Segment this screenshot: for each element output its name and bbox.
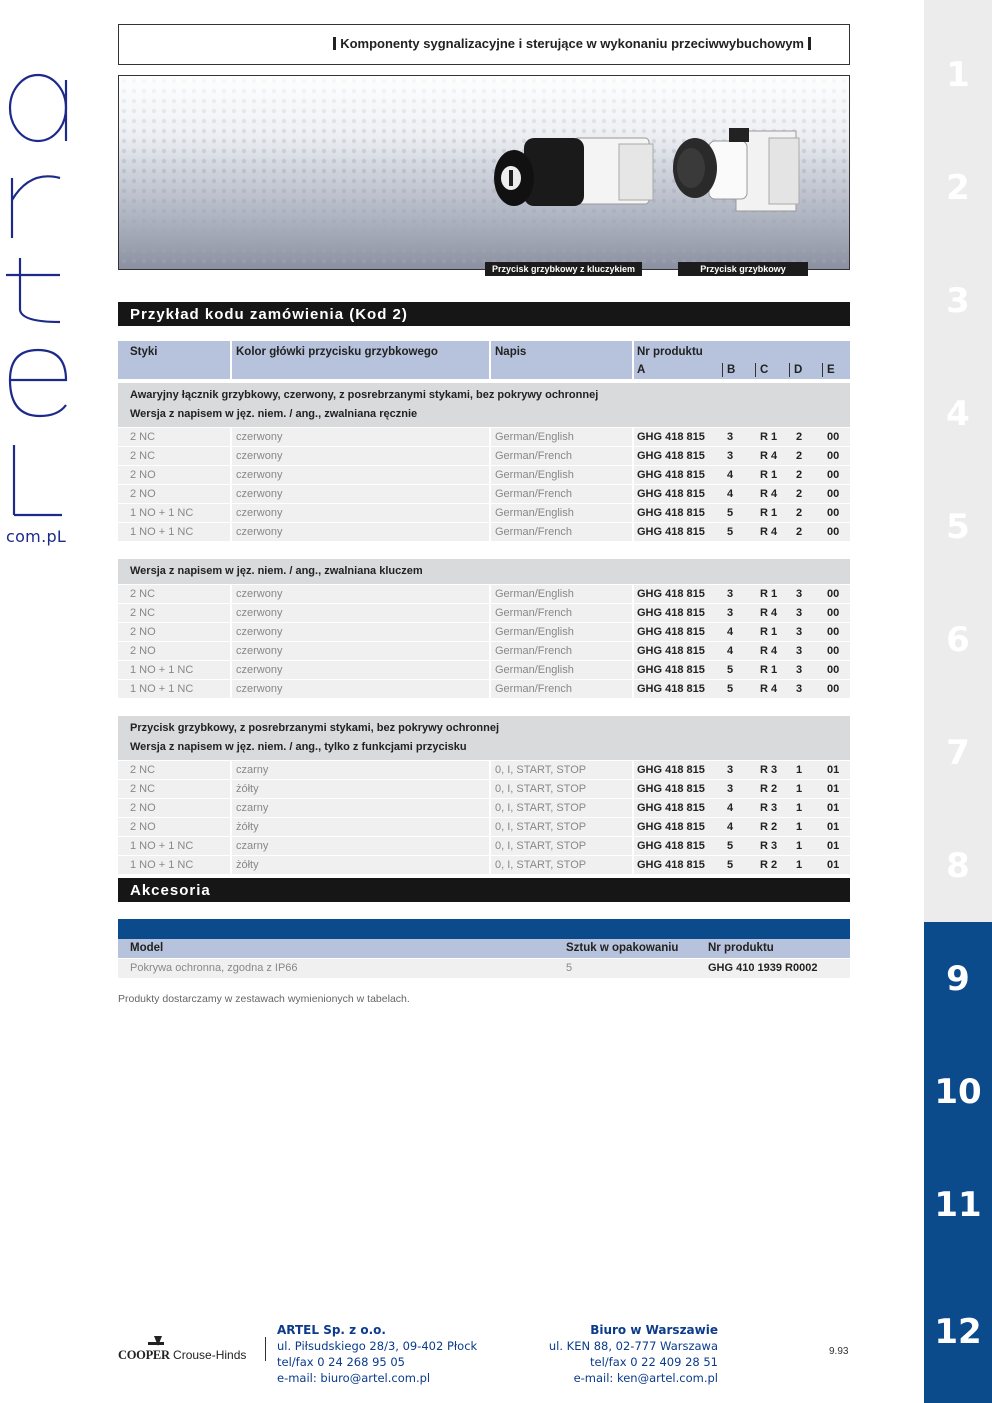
cell-separator <box>230 585 232 604</box>
cell-kolor: czarny <box>236 840 269 852</box>
cell-separator <box>632 761 634 780</box>
cell-kolor: czerwony <box>236 431 283 443</box>
cell-d: 1 <box>796 783 803 795</box>
cell-d: 2 <box>796 507 803 519</box>
cell-napis: 0, I, START, STOP <box>495 821 587 833</box>
cell-separator <box>489 428 491 447</box>
cell-separator <box>632 856 634 875</box>
table-row <box>118 503 850 522</box>
group3-rows <box>118 760 850 874</box>
cell-separator <box>489 585 491 604</box>
cell-kolor: czerwony <box>236 450 283 462</box>
tab-5[interactable]: 5 <box>924 470 992 583</box>
cell-e: 01 <box>827 840 840 852</box>
cell-separator <box>230 428 232 447</box>
accessories-blue-bar <box>118 919 850 939</box>
cell-b: 3 <box>727 783 734 795</box>
order-code-table <box>118 341 850 874</box>
table-row <box>118 855 850 874</box>
cell-a: GHG 418 815 <box>637 764 705 776</box>
cell-styki: 1 NO + 1 NC <box>130 526 194 538</box>
cell-e: 00 <box>827 507 840 519</box>
cell-a: GHG 418 815 <box>637 626 705 638</box>
cell-separator <box>230 780 232 799</box>
cell-a: GHG 418 815 <box>637 821 705 833</box>
cell-styki: 1 NO + 1 NC <box>130 840 194 852</box>
cell-separator <box>632 604 634 623</box>
cell-c: R 2 <box>760 821 778 833</box>
cell-model: Pokrywa ochronna, zgodna z IP66 <box>130 962 298 974</box>
cell-a: GHG 418 815 <box>637 431 705 443</box>
cell-styki: 2 NO <box>130 469 156 481</box>
group-head-mushroom <box>118 716 850 760</box>
cell-separator <box>230 504 232 523</box>
cell-separator <box>230 818 232 837</box>
header-bar-left <box>333 37 336 50</box>
cell-separator <box>230 485 232 504</box>
cell-styki: 2 NC <box>130 607 156 619</box>
cell-separator <box>489 661 491 680</box>
tab-12[interactable]: 12 <box>924 1261 992 1403</box>
cell-separator <box>632 523 634 542</box>
cell-styki: 1 NO + 1 NC <box>130 507 194 519</box>
cell-separator <box>489 504 491 523</box>
cell-separator <box>489 761 491 780</box>
cell-napis: German/French <box>495 645 573 657</box>
cell-separator <box>230 523 232 542</box>
col-model: Model <box>130 942 164 954</box>
cell-separator <box>230 799 232 818</box>
col-c: C <box>760 364 769 376</box>
cell-kolor: czerwony <box>236 626 283 638</box>
table-row <box>118 484 850 503</box>
cell-napis: 0, I, START, STOP <box>495 764 587 776</box>
table-row <box>118 427 850 446</box>
cell-e: 00 <box>827 469 840 481</box>
header-title: Komponenty sygnalizacyjne i sterujące w wykonaniu przeciwwybuchowym <box>340 36 804 51</box>
cell-b: 4 <box>727 645 734 657</box>
hero-photo <box>119 76 850 270</box>
cell-separator <box>230 856 232 875</box>
cooper-brand-bold: COOPER <box>118 1348 170 1362</box>
cell-separator <box>489 856 491 875</box>
hero-image <box>118 75 850 270</box>
cell-b: 5 <box>727 859 734 871</box>
cell-e: 00 <box>827 683 840 695</box>
tab-2[interactable]: 2 <box>924 131 992 244</box>
footer-email[interactable]: e-mail: biuro@artel.com.pl <box>277 1371 431 1385</box>
footer-office: Biuro w Warszawie <box>590 1323 718 1337</box>
cell-styki: 2 NC <box>130 588 156 600</box>
cell-separator <box>632 837 634 856</box>
cell-kolor: czerwony <box>236 645 283 657</box>
group2-rows <box>118 584 850 698</box>
cell-c: R 3 <box>760 840 778 852</box>
cell-styki: 2 NO <box>130 802 156 814</box>
cell-separator <box>489 485 491 504</box>
cell-d: 3 <box>796 683 803 695</box>
cell-napis: German/English <box>495 664 574 676</box>
cell-styki: 2 NC <box>130 764 156 776</box>
cell-kolor: czerwony <box>236 469 283 481</box>
tab-7[interactable]: 7 <box>924 696 992 809</box>
col-tick <box>722 363 723 377</box>
cell-a: GHG 418 815 <box>637 840 705 852</box>
cell-kolor: żółty <box>236 859 259 871</box>
cell-separator <box>489 642 491 661</box>
cell-napis: German/French <box>495 450 573 462</box>
col-nr-produktu: Nr produktu <box>637 346 703 358</box>
footer-phone: tel/fax 0 22 409 28 51 <box>590 1355 718 1369</box>
cell-separator <box>489 466 491 485</box>
cell-separator <box>230 680 232 699</box>
cell-d: 1 <box>796 764 803 776</box>
cell-d: 3 <box>796 588 803 600</box>
col-e: E <box>827 364 835 376</box>
cell-b: 3 <box>727 450 734 462</box>
cell-kolor: żółty <box>236 783 259 795</box>
cell-e: 01 <box>827 764 840 776</box>
cell-separator <box>230 642 232 661</box>
cell-d: 2 <box>796 526 803 538</box>
cell-napis: German/French <box>495 526 573 538</box>
cell-styki: 2 NO <box>130 645 156 657</box>
cell-e: 00 <box>827 645 840 657</box>
table-row <box>118 584 850 603</box>
cell-styki: 1 NO + 1 NC <box>130 859 194 871</box>
cooper-logo <box>118 1348 246 1363</box>
cell-napis: German/French <box>495 607 573 619</box>
cell-styki: 2 NO <box>130 488 156 500</box>
table-row <box>118 603 850 622</box>
footnote: Produkty dostarczamy w zestawach wymienionych w tabelach. <box>118 993 410 1005</box>
header-title-wrap <box>329 36 815 51</box>
col-kolor: Kolor główki przycisku grzybkowego <box>236 346 438 358</box>
cell-c: R 1 <box>760 507 778 519</box>
page-number: 9.93 <box>829 1346 849 1357</box>
tab-3[interactable]: 3 <box>924 244 992 357</box>
cell-napis: German/English <box>495 469 574 481</box>
col-a: A <box>637 364 646 376</box>
cell-c: R 2 <box>760 859 778 871</box>
cell-a: GHG 418 815 <box>637 607 705 619</box>
cell-b: 5 <box>727 664 734 676</box>
tab-10[interactable]: 10 <box>924 1035 992 1148</box>
cell-styki: 2 NO <box>130 821 156 833</box>
cell-a: GHG 418 815 <box>637 507 705 519</box>
table-row <box>118 760 850 779</box>
cell-a: GHG 418 815 <box>637 488 705 500</box>
cooper-brand-rest: Crouse-Hinds <box>173 1348 247 1362</box>
cell-napis: 0, I, START, STOP <box>495 859 587 871</box>
table-row <box>118 959 850 978</box>
cell-d: 2 <box>796 431 803 443</box>
caption-key-button: Przycisk grzybkowy z kluczykiem <box>485 262 642 276</box>
cell-a: GHG 418 815 <box>637 526 705 538</box>
cell-d: 2 <box>796 469 803 481</box>
cell-separator <box>230 623 232 642</box>
cell-b: 3 <box>727 764 734 776</box>
cell-napis: 0, I, START, STOP <box>495 783 587 795</box>
cell-a: GHG 418 815 <box>637 859 705 871</box>
cell-d: 3 <box>796 664 803 676</box>
cell-e: 01 <box>827 783 840 795</box>
cell-a: GHG 418 815 <box>637 450 705 462</box>
cell-a: GHG 418 815 <box>637 783 705 795</box>
cell-c: R 4 <box>760 450 778 462</box>
cell-c: R 1 <box>760 664 778 676</box>
cell-b: 5 <box>727 683 734 695</box>
cell-b: 4 <box>727 469 734 481</box>
col-tick <box>822 363 823 377</box>
footer-phone: tel/fax 0 24 268 95 05 <box>277 1355 405 1369</box>
artel-logo <box>0 60 90 560</box>
cell-b: 3 <box>727 431 734 443</box>
cell-separator <box>632 642 634 661</box>
cell-e: 00 <box>827 488 840 500</box>
cell-a: GHG 418 815 <box>637 645 705 657</box>
cell-c: R 4 <box>760 526 778 538</box>
footer-divider <box>265 1337 266 1361</box>
cell-b: 3 <box>727 607 734 619</box>
cell-separator <box>632 780 634 799</box>
footer-email[interactable]: e-mail: ken@artel.com.pl <box>573 1371 718 1385</box>
table-row <box>118 660 850 679</box>
group-head-line: Przycisk grzybkowy, z posrebrzanymi stykami, bez pokrywy ochronnej <box>130 722 500 734</box>
cell-separator <box>632 504 634 523</box>
cell-kolor: czarny <box>236 802 269 814</box>
footer-address-plock <box>277 1322 477 1386</box>
col-styki: Styki <box>130 346 158 358</box>
cell-separator <box>632 818 634 837</box>
cell-a: GHG 418 815 <box>637 802 705 814</box>
table-row <box>118 817 850 836</box>
col-sztuk: Sztuk w opakowaniu <box>566 942 679 954</box>
cell-separator <box>489 604 491 623</box>
cell-c: R 4 <box>760 607 778 619</box>
cell-separator <box>489 799 491 818</box>
spacer <box>118 698 850 716</box>
cell-b: 3 <box>727 588 734 600</box>
cell-d: 3 <box>796 626 803 638</box>
cell-sztuk: 5 <box>566 962 573 974</box>
group-head-line: Wersja z napisem w jęz. niem. / ang., zwalniana ręcznie <box>130 408 418 420</box>
caption-mushroom-button: Przycisk grzybkowy <box>678 262 808 276</box>
cell-napis: German/French <box>495 683 573 695</box>
cell-kolor: czerwony <box>236 588 283 600</box>
cell-styki: 2 NC <box>130 783 156 795</box>
col-napis: Napis <box>495 346 527 358</box>
cell-separator <box>632 466 634 485</box>
spacer <box>118 541 850 559</box>
cell-separator <box>230 466 232 485</box>
cell-e: 00 <box>827 664 840 676</box>
cell-separator <box>632 585 634 604</box>
section-order-code-title: Przykład kodu zamówienia (Kod 2) <box>118 302 850 326</box>
table-row <box>118 779 850 798</box>
col-nr-produktu: Nr produktu <box>708 942 774 954</box>
cell-e: 00 <box>827 626 840 638</box>
cell-d: 1 <box>796 802 803 814</box>
group-head-line: Wersja z napisem w jęz. niem. / ang., zwalniana kluczem <box>130 565 423 577</box>
cell-napis: German/French <box>495 488 573 500</box>
cell-separator <box>632 680 634 699</box>
cell-b: 4 <box>727 821 734 833</box>
cell-d: 1 <box>796 859 803 871</box>
cell-napis: 0, I, START, STOP <box>495 802 587 814</box>
table-row <box>118 446 850 465</box>
cell-separator <box>489 680 491 699</box>
table-row <box>118 798 850 817</box>
chapter-tabs <box>924 0 992 1403</box>
group-head-line: Awaryjny łącznik grzybkowy, czerwony, z posrebrzanymi stykami, bez pokrywy ochronnej <box>130 389 599 401</box>
cell-c: R 3 <box>760 764 778 776</box>
cell-kolor: czerwony <box>236 507 283 519</box>
cell-kolor: żółty <box>236 821 259 833</box>
cell-c: R 1 <box>760 431 778 443</box>
cell-styki: 2 NC <box>130 450 156 462</box>
footer-address-warsaw <box>520 1322 718 1386</box>
cell-separator <box>489 837 491 856</box>
group1-rows <box>118 427 850 541</box>
group-head-key-release <box>118 559 850 584</box>
cell-styki: 1 NO + 1 NC <box>130 664 194 676</box>
header-box <box>118 24 850 65</box>
cell-e: 00 <box>827 607 840 619</box>
cell-d: 3 <box>796 645 803 657</box>
table-row <box>118 836 850 855</box>
cell-separator <box>230 761 232 780</box>
cell-e: 01 <box>827 821 840 833</box>
cell-kolor: czarny <box>236 764 269 776</box>
table-row <box>118 641 850 660</box>
col-sep <box>632 341 634 379</box>
cell-e: 01 <box>827 802 840 814</box>
cell-napis: German/English <box>495 431 574 443</box>
tab-11[interactable]: 11 <box>924 1148 992 1261</box>
cell-kolor: czerwony <box>236 526 283 538</box>
cell-d: 3 <box>796 607 803 619</box>
cell-separator <box>489 780 491 799</box>
group-head-line: Wersja z napisem w jęz. niem. / ang., tylko z funkcjami przycisku <box>130 741 467 753</box>
cell-e: 01 <box>827 859 840 871</box>
cell-e: 00 <box>827 431 840 443</box>
cell-c: R 3 <box>760 802 778 814</box>
cell-a: GHG 418 815 <box>637 588 705 600</box>
cell-b: 5 <box>727 840 734 852</box>
cell-b: 5 <box>727 526 734 538</box>
cell-e: 00 <box>827 450 840 462</box>
cell-c: R 2 <box>760 783 778 795</box>
col-tick <box>755 363 756 377</box>
tabs-top-fill <box>924 0 992 18</box>
col-d: D <box>794 364 803 376</box>
cell-separator <box>632 428 634 447</box>
cell-napis: German/English <box>495 626 574 638</box>
cell-b: 4 <box>727 626 734 638</box>
cell-b: 5 <box>727 507 734 519</box>
cell-separator <box>489 623 491 642</box>
cell-c: R 1 <box>760 588 778 600</box>
cell-c: R 1 <box>760 626 778 638</box>
cell-c: R 4 <box>760 683 778 695</box>
footer-address: ul. Piłsudskiego 28/3, 09-402 Płock <box>277 1339 478 1353</box>
tab-1[interactable]: 1 <box>924 18 992 131</box>
cell-separator <box>489 447 491 466</box>
col-tick <box>789 363 790 377</box>
cell-kolor: czerwony <box>236 488 283 500</box>
cell-napis: German/English <box>495 507 574 519</box>
table-header <box>118 341 850 379</box>
cell-separator <box>632 447 634 466</box>
cell-styki: 2 NO <box>130 626 156 638</box>
cell-e: 00 <box>827 588 840 600</box>
cell-d: 2 <box>796 450 803 462</box>
cell-separator <box>230 837 232 856</box>
tab-6[interactable]: 6 <box>924 583 992 696</box>
cell-nr-produktu: GHG 410 1939 R0002 <box>708 962 818 974</box>
cell-b: 4 <box>727 488 734 500</box>
col-sep <box>489 341 491 379</box>
cell-c: R 1 <box>760 469 778 481</box>
cell-b: 4 <box>727 802 734 814</box>
cell-separator <box>230 447 232 466</box>
table-row <box>118 622 850 641</box>
tab-8[interactable]: 8 <box>924 809 992 922</box>
group-head-emergency <box>118 383 850 427</box>
cell-separator <box>489 818 491 837</box>
tab-4[interactable]: 4 <box>924 357 992 470</box>
header-bar-right <box>808 37 811 50</box>
cell-napis: 0, I, START, STOP <box>495 840 587 852</box>
tab-9[interactable]: 9 <box>924 922 992 1035</box>
cell-a: GHG 418 815 <box>637 664 705 676</box>
cell-c: R 4 <box>760 645 778 657</box>
cell-separator <box>632 485 634 504</box>
cell-e: 00 <box>827 526 840 538</box>
cell-separator <box>230 604 232 623</box>
table-row <box>118 679 850 698</box>
cell-d: 1 <box>796 840 803 852</box>
cell-styki: 1 NO + 1 NC <box>130 683 194 695</box>
footer-address: ul. KEN 88, 02-777 Warszawa <box>548 1339 718 1353</box>
accessories-table-header <box>118 939 850 958</box>
col-b: B <box>727 364 736 376</box>
cell-separator <box>632 799 634 818</box>
cell-a: GHG 418 815 <box>637 683 705 695</box>
cell-separator <box>489 523 491 542</box>
cell-separator <box>632 623 634 642</box>
cell-kolor: czerwony <box>236 607 283 619</box>
cell-d: 1 <box>796 821 803 833</box>
footer-company: ARTEL Sp. z o.o. <box>277 1323 386 1337</box>
cell-separator <box>230 661 232 680</box>
table-row <box>118 465 850 484</box>
table-row <box>118 522 850 541</box>
col-sep <box>230 341 232 379</box>
cell-kolor: czerwony <box>236 664 283 676</box>
cell-kolor: czerwony <box>236 683 283 695</box>
artel-domain: com.pL <box>6 527 67 546</box>
cell-a: GHG 418 815 <box>637 469 705 481</box>
cell-c: R 4 <box>760 488 778 500</box>
section-accessories-title: Akcesoria <box>118 878 850 902</box>
cell-napis: German/English <box>495 588 574 600</box>
cell-separator <box>632 661 634 680</box>
cell-styki: 2 NC <box>130 431 156 443</box>
cell-d: 2 <box>796 488 803 500</box>
